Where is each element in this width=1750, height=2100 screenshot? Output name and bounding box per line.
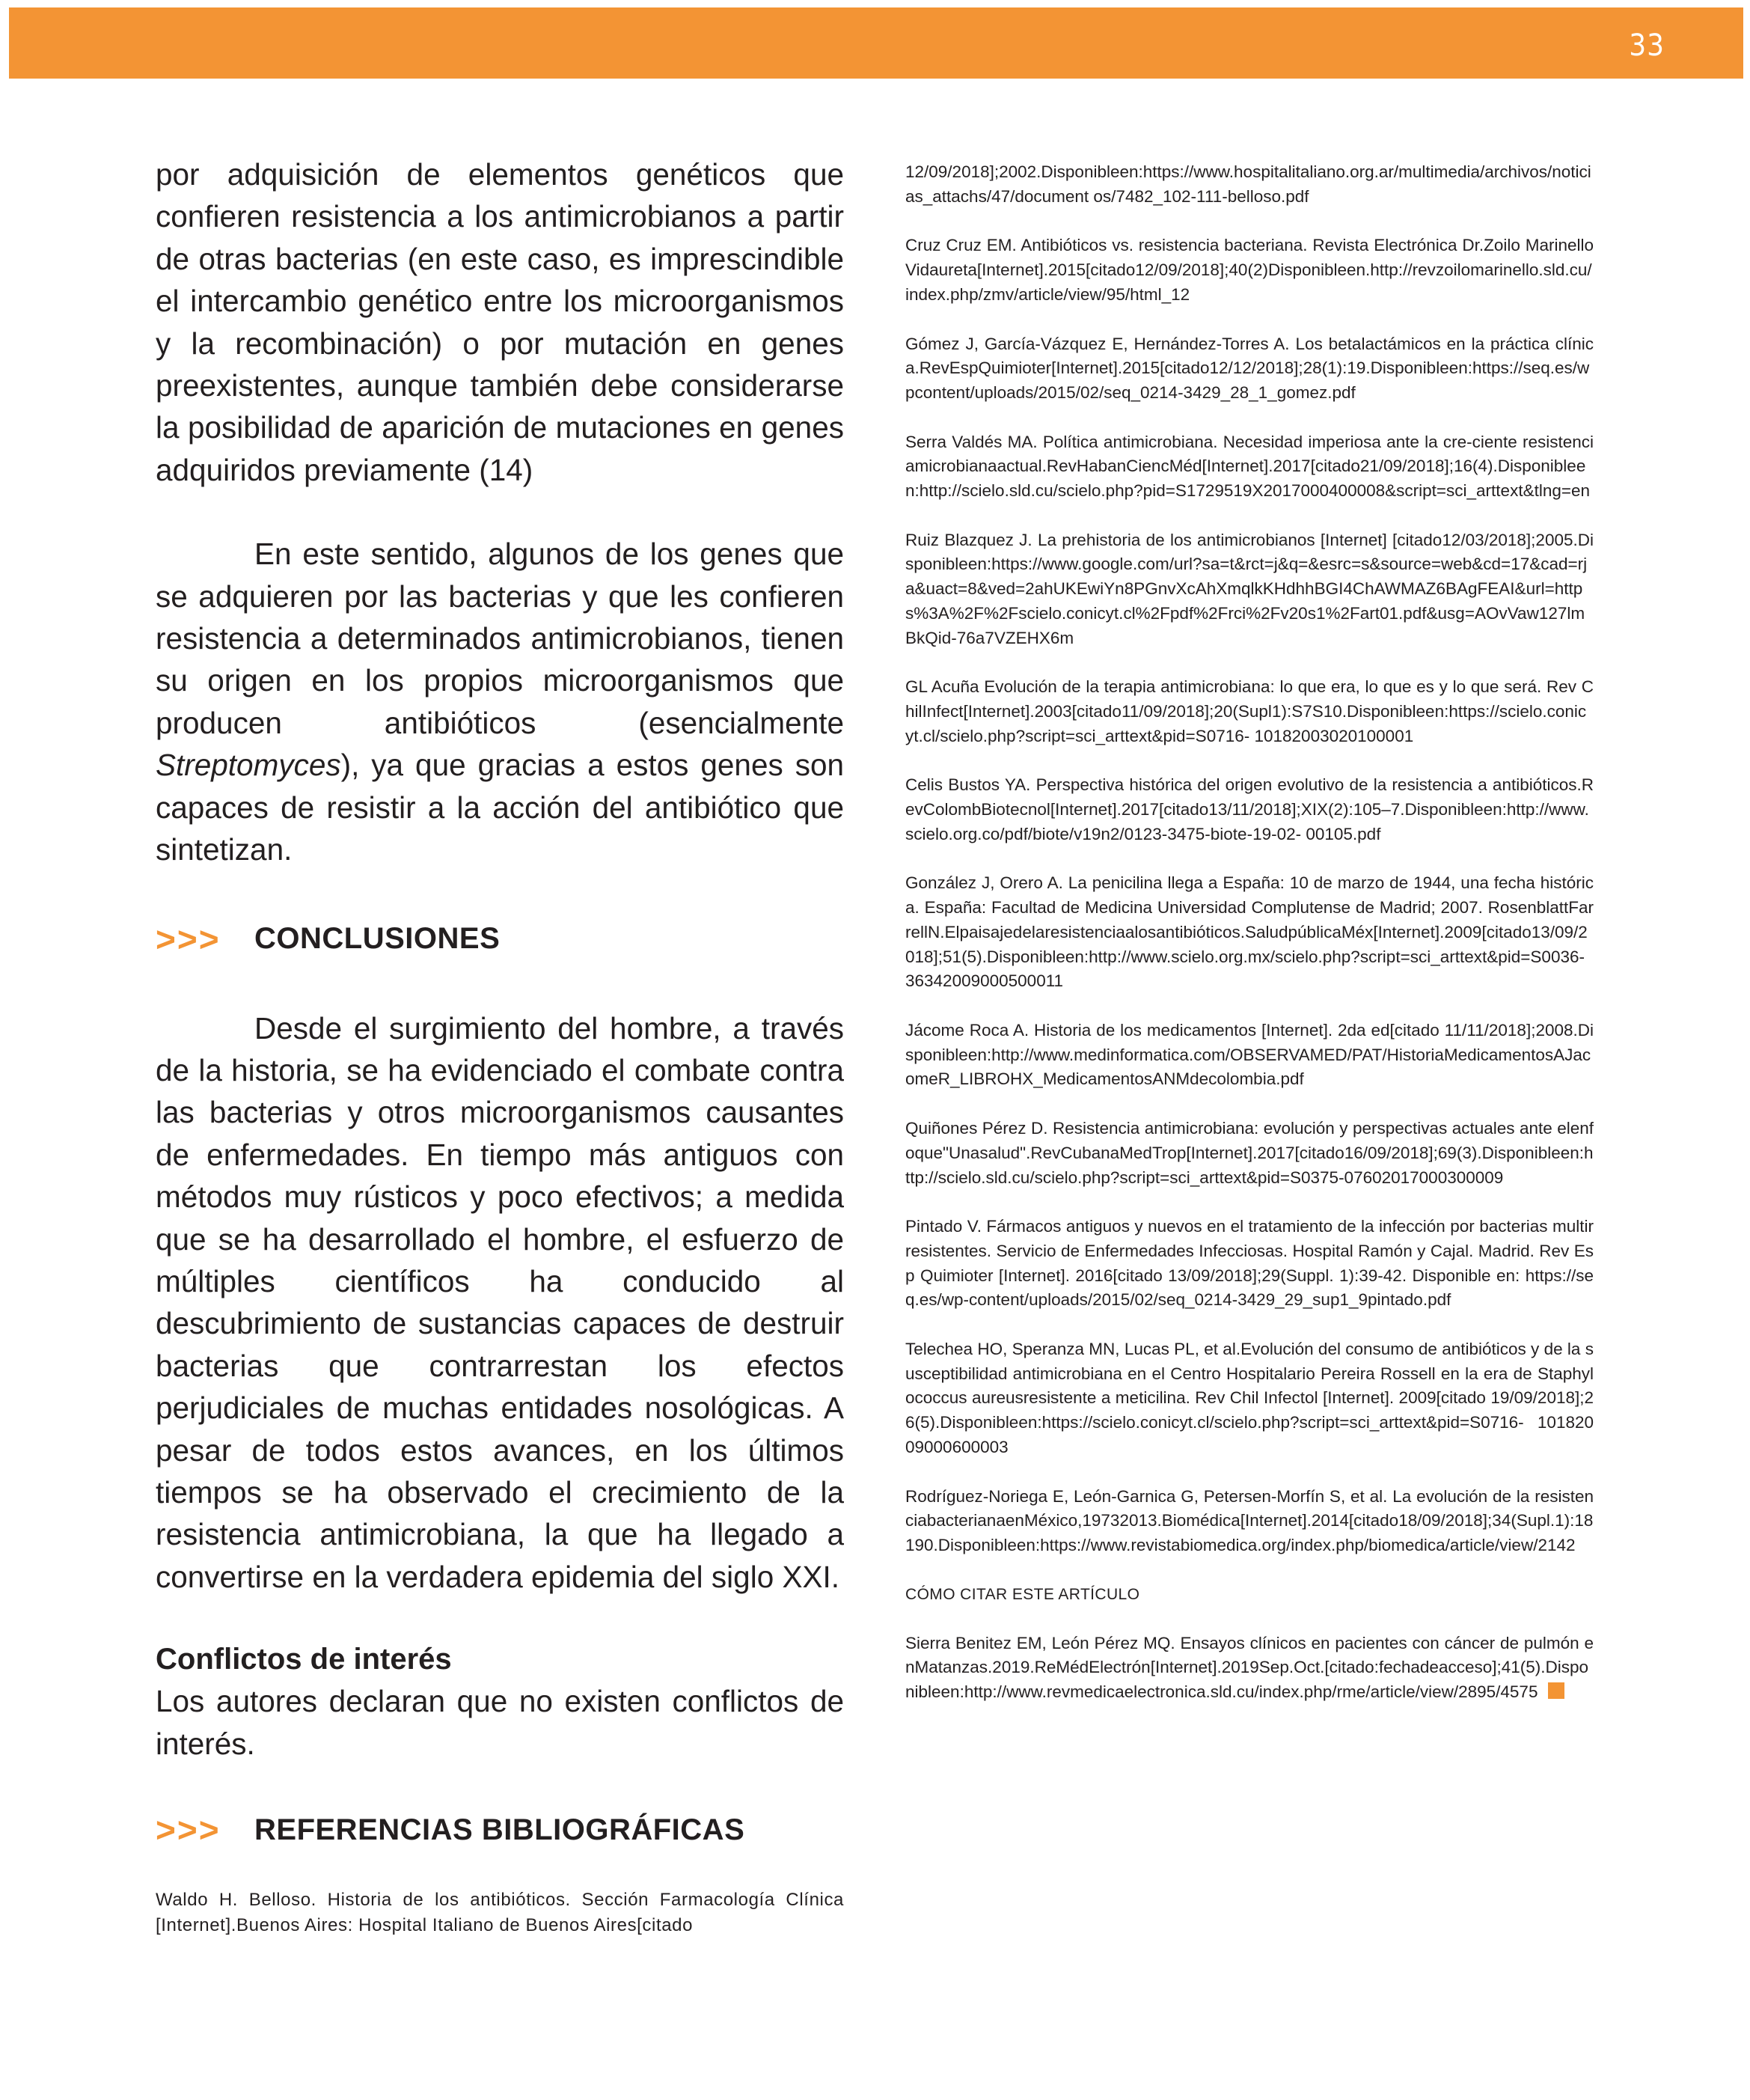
conclusions-heading [156, 915, 844, 964]
reference-item: González J, Orero A. La penicilina llega a España: 10 de marzo de 1944, una fecha histórica. España: Facultad de Medicina Universidad Complutense de Madrid; 2007. RosenblattFarrellN.Elpaisajedelaresistenciaalosantibióticos.SaludpúblicaMéx[Internet].2009[citado13/09/2018];51(5).Disponibleen:http://www.scielo.org.mx/scielo.php?script=sci_arttext&pid=S0036- 36342009000500011 [905, 873, 1594, 991]
reference-item: Jácome Roca A. Historia de los medicamentos [Internet]. 2da ed[citado 11/11/2018];2008.Disponibleen:http://www.medinformatica.com/OBSERVAMED/PAT/HistoriaMedicamentosAJacomeR_LIBROHX_MedicamentosANMdecolombia.pdf [905, 1020, 1594, 1089]
paragraph-2-text-start: En este sentido, algunos de los genes que se adquieren por las bacterias y que les confieren resistencia a determinados antimicrobianos, tienen su origen en los propios microorganismos que producen antibióticos (esencialmente [156, 537, 844, 740]
reference-item: Pintado V. Fármacos antiguos y nuevos en el tratamiento de la infección por bacterias multirresistentes. Servicio de Enfermedades Infecciosas. Hospital Ramón y Cajal. Madrid. Rev Esp Quimioter [Internet]. 2016[citado 13/09/2018];29(Suppl. 1):39-42. Disponible en: https://seq.es/wp-content/uploads/2015/02/seq_0214-3429_29_sup1_9pintado.pdf [905, 1217, 1594, 1310]
reference-item: Cruz Cruz EM. Antibióticos vs. resistencia bacteriana. Revista Electrónica Dr.Zoilo MarinelloVidaureta[Internet].2015[citado12/09/2018];40(2)Disponibleen.http://revzoilomarinello.sld.cu/index.php/zmv/article/view/95/html_12 [905, 236, 1594, 304]
reference-item: Quiñones Pérez D. Resistencia antimicrobiana: evolución y perspectivas actuales ante elenfoque"Unasalud".RevCubanaMedTrop[Internet].2017[citado16/09/2018];69(3).Disponibleen:http://scielo.sld.cu/scielo.php?script=sci_arttext&pid=S0375-07602017000300009 [905, 1119, 1594, 1187]
end-square-icon [1548, 1682, 1564, 1699]
cite-article-body: Sierra Benitez EM, León Pérez MQ. Ensayos clínicos en pacientes con cáncer de pulmón enMatanzas.2019.ReMédElectrón[Internet].2019Sep.Oct.[citado:fechadeacceso];41(5).Disponibleen:http://www.revmedicaelectronica.sld.cu/index.php/rme/article/view/2895/4575 [905, 1633, 1594, 1702]
references-heading [156, 1805, 844, 1855]
chevron-marker-icon: >>> [156, 919, 221, 959]
page-number: 33 [1629, 28, 1665, 63]
conclusions-heading-text: CONCLUSIONES [254, 922, 501, 955]
paragraph-2-text-end: ), ya que gracias a estos genes son capaces de resistir a la acción del antibiótico que sintetizan. [156, 748, 844, 867]
body-paragraph-1: por adquisición de elementos genéticos que confieren resistencia a los antimicrobianos a partir de otras bacterias (en este caso, es imprescindible el intercambio genético entre los microorganismos y la recombinación) o por mutación en genes preexistentes, aunque también debe considerarse la posibilidad de aparición de mutaciones en genes adquiridos previamente (14) [156, 157, 844, 487]
left-column [156, 153, 844, 1855]
cite-article-text [905, 1632, 1594, 1705]
reference-item: Telechea HO, Speranza MN, Lucas PL, et al.Evolución del consumo de antibióticos y de la susceptibilidad antimicrobiana en el Centro Hospitalario Pereira Rossell en la era de Staphylococcus aureusresistente a meticilina. Rev Chil Infectol [Internet]. 2009[citado 19/09/2018];26(5).Disponibleen:https://scielo.conicyt.cl/scielo.php?script=sci_arttext&pid=S0716- 10182009000600003 [905, 1340, 1594, 1456]
reference-item: Rodríguez-Noriega E, León-Garnica G, Petersen-Morfín S, et al. La evolución de la resistenciabacterianaenMéxico,19732013.Biomédica[Internet].2014[citado18/09/2018];34(Supl.1):18190.Disponibleen:https://www.revistabiomedica.org/index.php/biomedica/article/view/2142 [905, 1486, 1594, 1554]
reference-item: Waldo H. Belloso. Historia de los antibióticos. Sección Farmacología Clínica [Internet].Buenos Aires: Hospital Italiano de Buenos Aires[citado [156, 1890, 844, 1935]
body-paragraph-2 [156, 533, 844, 870]
chevron-marker-icon: >>> [156, 1810, 221, 1849]
conflicts-heading: Conflictos de interés [156, 1643, 452, 1676]
conflicts-paragraph: Los autores declaran que no existen conflictos de interés. [156, 1684, 844, 1761]
header-bar [9, 7, 1743, 79]
reference-item: Celis Bustos YA. Perspectiva histórica del origen evolutivo de la resistencia a antibióticos.RevColombBiotecnol[Internet].2017[citado13/11/2018];XIX(2):105–7.Disponibleen:http://www.scielo.org.co/pdf/biote/v19n2/0123-3475-biote-19-02- 00105.pdf [905, 775, 1594, 843]
reference-item: GL Acuña Evolución de la terapia antimicrobiana: lo que era, lo que es y lo que será. Rev ChilInfect[Internet].2003[citado11/09/2018];20(Supl1):S7S10.Disponibleen:https://scielo.conicyt.cl/scielo.php?script=sci_arttext&pid=S0716- 10182003020100001 [905, 677, 1594, 745]
reference-item: 12/09/2018];2002.Disponibleen:https://www.hospitalitaliano.org.ar/multimedia/archivos/noticias_attachs/47/document os/7482_102-111-belloso.pdf [905, 162, 1591, 206]
reference-item: Serra Valdés MA. Política antimicrobiana. Necesidad imperiosa ante la cre-ciente resistenciamicrobianaactual.RevHabanCiencMéd[Internet].2017[citado21/09/2018];16(4).Disponibleen:http://scielo.sld.cu/scielo.php?pid=S1729519X2017000400008&script=sci_arttext&tlng=en [905, 432, 1594, 501]
reference-item: Gómez J, García-Vázquez E, Hernández-Torres A. Los betalactámicos en la práctica clínica.RevEspQuimioter[Internet].2015[citado12/12/2018];28(1):19.Disponibleen:https://seq.es/wpcontent/uploads/2015/02/seq_0214-3429_28_1_gomez.pdf [905, 334, 1594, 402]
conclusions-paragraph: Desde el surgimiento del hombre, a través de la historia, se ha evidenciado el combate contra las bacterias y otros microorganismos causantes de enfermedades. En tiempo más antiguos con métodos muy rústicos y poco efectivos; a medida que se ha desarrollado el hombre, el esfuerzo de múltiples científicos ha conducido al descubrimiento de sustancias capaces de destruir bacterias que contrarrestan los efectos perjudiciales de muchas entidades nosológicas. A pesar de todos estos avances, en los últimos tiempos se ha observado el crecimiento de la resistencia antimicrobiana, la que ha llegado a convertirse en la verdadera epidemia del siglo XXI. [156, 1010, 844, 1594]
right-column [905, 160, 1594, 1705]
species-name: Streptomyces [156, 748, 341, 783]
reference-item: Ruiz Blazquez J. La prehistoria de los antimicrobianos [Internet] [citado12/03/2018];2005.Disponibleen:https://www.google.com/url?sa=t&rct=j&q=&esrc=s&source=web&cd=17&cad=rja&uact=8&ved=2ahUKEwiYn8PGnvXcAhXmqlkKHdhhBGI4ChAWMAZ6BAgFEAI&url=https%3A%2F%2Fscielo.conicyt.cl%2Fpdf%2Frci%2Fv20s1%2Fart01.pdf&usg=AOvVaw127lm BkQid-76a7VZEHX6m [905, 530, 1594, 647]
references-heading-text: REFERENCIAS BIBLIOGRÁFICAS [254, 1813, 745, 1846]
cite-article-label: CÓMO CITAR ESTE ARTÍCULO [905, 1585, 1140, 1603]
